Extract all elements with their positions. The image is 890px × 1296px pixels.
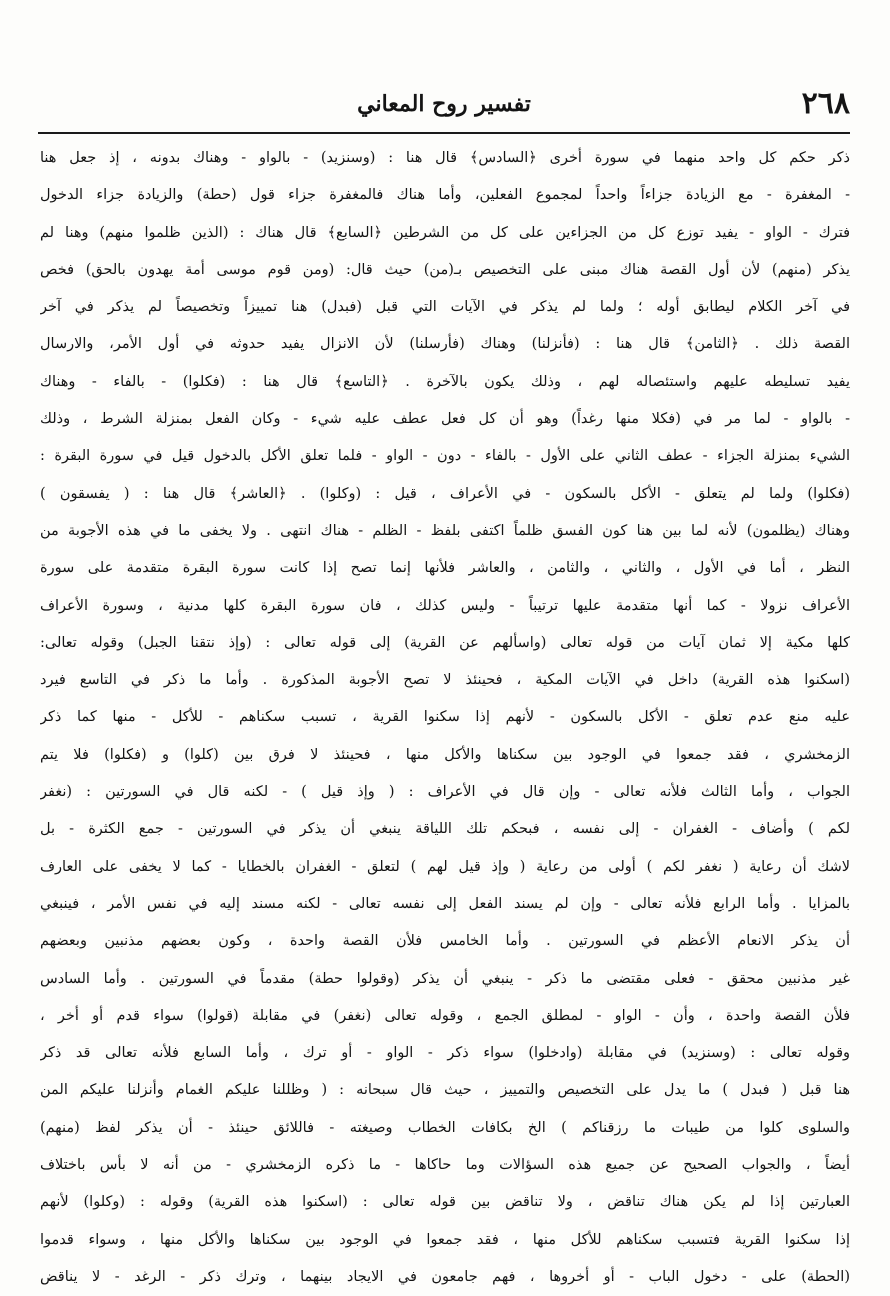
text-line: يذكر (منهم) لأن أول القصة هناك مبنى على التخصيص بـ(من) حيث قال: (ومن قوم موسى أمة يهدون بالحق) فخص [40, 261, 850, 278]
text-line: عليه منع عدم تعلق - الأكل بالسكون - لأنهم إذا سكنوا القرية ، تسبب سكناهم - للأكل - منها كما ذكر [40, 709, 850, 726]
text-line: فلأن القصة واحدة ، وأن - الواو - لمطلق الجمع ، وقوله تعالى (نغفر) في مقابلة (قولوا) سواء قدم أو أخر ، [40, 1007, 850, 1024]
text-line: لاشك أن رعاية ( نغفر لكم ) أولى من رعاية ( وإذ قيل لهم ) لتعلق - الغفران بالخطايا - كما لا يخفى على العارف [40, 858, 850, 875]
text-line: ذكر حكم كل واحد منهما في سورة أخرى ﴿السادس﴾ قال هنا : (وسنزيد) - بالواو - وهناك بدونه ، إذ جعل هنا [40, 150, 850, 166]
text-line: - المغفرة - مع الزيادة جزاءاً واحداً لمجموع الفعلين، وأما هناك فالمغفرة جزاء قول (حطة) والزيادة جزاء الدخول [40, 187, 850, 204]
text-line: وهناك (يظلمون) لأنه لما بين هنا كون الفسق ظلماً اكتفى بلفظ - الظلم - هناك انتهى . ولا يخفى ما في هذه الأجوبة من [40, 522, 850, 539]
page-header [38, 84, 850, 128]
text-line: الأعراف نزولا - كما أنها متقدمة عليها ترتيباً - وليس كذلك ، فان سورة البقرة كلها مدنية ، وسورة الأعراف [40, 597, 850, 614]
text-line: الجواب ، وأما الثالث فلأنه تعالى - وإن قال في الأعراف : ( وإذ قيل ) - لكنه قال في السورتين : (نغفر [40, 784, 850, 801]
text-line: كلها مكية إلا ثمان آيات من قوله تعالى (واسألهم عن القرية) إلى قوله تعالى : (وإذ نتقنا الجبل) وقوله تعالى: [40, 634, 850, 651]
text-line: - بالواو - لما مر في (فكلا منها رغداً) وهو أن كل فعل عطف عليه شيء - وكان الفعل بمنزلة الشرط ، وذلك [40, 411, 850, 428]
text-line: بالمزايا . وأما الرابع فلأنه تعالى - وإن لم يسند الفعل إلى نفسه تعالى - لكنه مسند إليه في نفس الأمر ، فينبغي [40, 895, 850, 912]
text-line: النظر ، أما في الأول ، والثاني ، والثامن ، والعاشر فلأنها إنما تصح إذا كانت سورة البقرة متقدمة على سورة [40, 560, 850, 577]
text-line: (الحطة) على - دخول الباب - أو أخروها ، فهم جامعون في الايجاد بينهما ، وترك ذكر - الرغد - لا يناقض [40, 1268, 850, 1285]
header-rule [38, 132, 850, 134]
page-number: ٢٦٨ [801, 86, 850, 121]
text-line: غير مذنبين محقق - فعلى مقتضى ما ذكر - ينبغي أن يذكر (وقولوا حطة) مقدماً في السورتين . وأما السادس [40, 970, 850, 987]
text-line: القصة ذلك . ﴿الثامن﴾ قال هنا : (فأنزلنا) وهناك (فأرسلنا) لأن الانزال يفيد حدوثه في أول الأمر، والارسال [40, 336, 850, 353]
text-line: الزمخشري ، فقد جمعوا في الوجود بين سكناها والأكل منها ، فحينئذ لا فرق بين (كلوا) و (فكلوا) فلا يتم [40, 746, 850, 763]
text-line: وقوله تعالى : (وسنزيد) في مقابلة (وادخلوا) سواء ذكر - الواو - أو ترك ، وأما السابع فلأنه تعالى قد ذكر [40, 1045, 850, 1062]
text-line: (فكلوا) ولما لم يتعلق - الأكل بالسكون - في الأعراف ، قيل : (وكلوا) . ﴿العاشر﴾ قال هنا : ( يفسقون ) [40, 485, 850, 502]
text-line: هنا قبل ( فبدل ) ما يدل على التخصيص والتمييز ، حيث قال سبحانه : ( وظللنا عليكم الغمام وأنزلنا عليكم المن [40, 1082, 850, 1099]
text-line: والسلوى كلوا من طيبات ما رزقناكم ) الخ بكافات الخطاب وصيغته - فاللائق حينئذ - أن يذكر لفظ (منهم) [40, 1119, 850, 1136]
text-line: فترك - الواو - يفيد توزع كل من الجزاءين على كل من الشرطين ﴿السابع﴾ قال هناك : (الذين ظلموا منهم) وهنا لم [40, 224, 850, 241]
text-line: الشيء بمنزلة الجزاء - عطف الثاني على الأول - بالفاء - دون - الواو - فلما تعلق الأكل بالدخول قيل في سورة البقرة : [40, 448, 850, 465]
book-title: تفسير روح المعاني [357, 91, 531, 117]
text-line: لكم ) وأضاف - الغفران - إلى نفسه ، فبحكم تلك اللياقة ينبغي أن يذكر في السورتين - جمع الكثرة - بل [40, 821, 850, 838]
text-line: أيضاً ، والجواب الصحيح عن جميع هذه السؤالات وما حاكاها - ما ذكره الزمخشري - من أنه لا بأس باختلاف [40, 1157, 850, 1174]
text-line: إذا سكنوا القرية فتسبب سكناهم للأكل منها ، فقد جمعوا في الوجود بين سكناها والأكل منها ، وسواء قدموا [40, 1231, 850, 1248]
text-line: أن يذكر الانعام الأعظم في السورتين . وأما الخامس فلأن القصة واحدة ، وكون بعضهم مذنبين وبعضهم [40, 933, 850, 950]
text-line: العبارتين إذا لم يكن هناك تناقض ، ولا تناقض بين قوله تعالى : (اسكنوا هذه القرية) وقوله : (وكلوا) لأنهم [40, 1194, 850, 1211]
text-line: (اسكنوا هذه القرية) داخل في الآيات المكية ، فحينئذ لا تصح الأجوبة المذكورة . وأما ما ذكر في التاسع فيرد [40, 672, 850, 689]
body-text [40, 140, 850, 1296]
text-line: يفيد تسليطه عليهم واستئصاله لهم ، وذلك يكون بالآخرة . ﴿التاسع﴾ قال هنا : (فكلوا) - بالفاء - وهناك [40, 373, 850, 390]
text-line: في آخر الكلام ليطابق أوله ؛ ولما لم يذكر في الآيات التي قبل (فبدل) هنا تمييزاً وتخصيصاً لم يذكر في آخر [40, 299, 850, 316]
